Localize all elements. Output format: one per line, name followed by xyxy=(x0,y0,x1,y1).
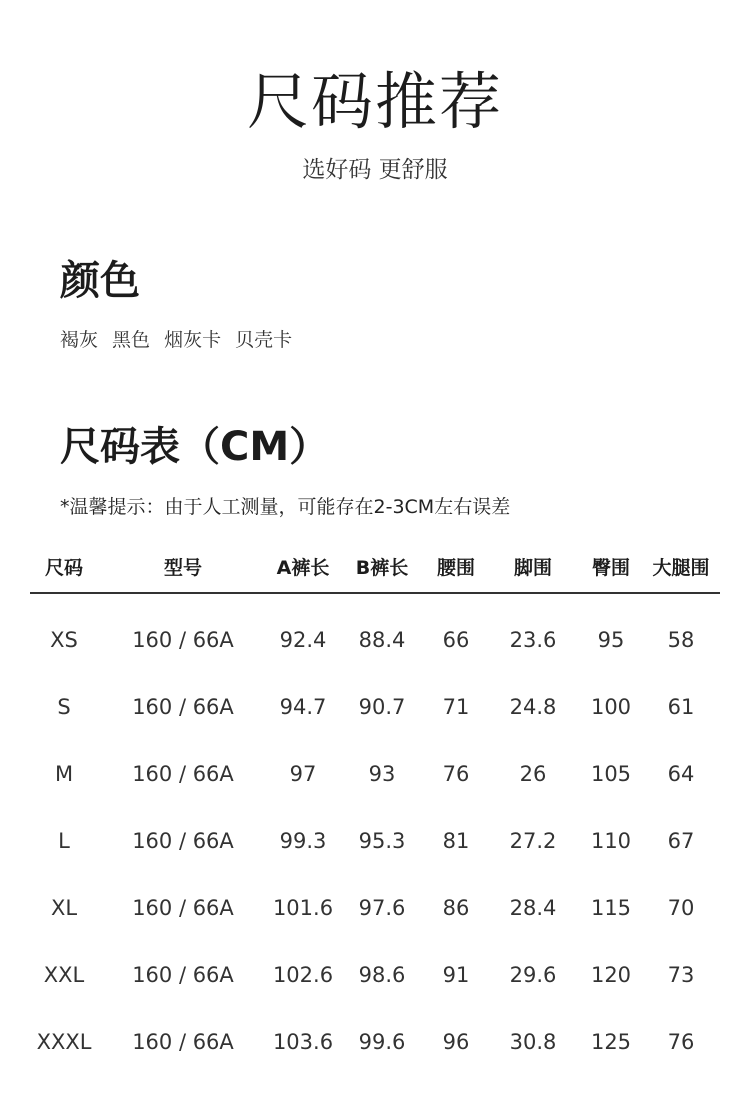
table-cell: 90.7 xyxy=(358,694,406,719)
table-cell: 115 xyxy=(590,895,632,920)
table-cell: 30.8 xyxy=(509,1029,557,1054)
table-cell: 71 xyxy=(442,694,470,719)
table-cell: S xyxy=(57,694,71,719)
table-cell: 91 xyxy=(442,962,470,987)
table-cell: 99.6 xyxy=(358,1029,406,1054)
column-header: 臀围 xyxy=(580,540,642,593)
table-cell: 27.2 xyxy=(509,828,557,853)
table-cell: 66 xyxy=(442,627,470,652)
table-cell: XXXL xyxy=(36,1029,92,1054)
table-row xyxy=(30,740,720,807)
table-cell: 23.6 xyxy=(509,627,557,652)
table-cell: 100 xyxy=(590,694,632,719)
column-header: 型号 xyxy=(98,540,268,593)
table-row xyxy=(30,941,720,1008)
table-cell: 97 xyxy=(289,761,317,786)
column-header: 脚围 xyxy=(486,540,580,593)
color-section-heading: 颜色 xyxy=(60,258,140,304)
table-cell: M xyxy=(54,761,74,786)
table-cell: 160 / 66A xyxy=(132,895,234,920)
table-cell: 26 xyxy=(519,761,547,786)
color-options-list: 褐灰 黑色 烟灰卡 贝壳卡 xyxy=(60,329,293,351)
table-header-row xyxy=(30,540,720,593)
page-subtitle: 选好码 更舒服 xyxy=(302,157,448,183)
table-cell: 95 xyxy=(597,627,625,652)
table-cell: 160 / 66A xyxy=(132,627,234,652)
table-cell: 98.6 xyxy=(358,962,406,987)
size-chart-heading: 尺码表（CM） xyxy=(60,424,330,470)
table-cell: 160 / 66A xyxy=(132,694,234,719)
table-cell: XS xyxy=(50,627,78,652)
table-cell: 95.3 xyxy=(358,828,406,853)
table-cell: 120 xyxy=(590,962,632,987)
table-cell: 70 xyxy=(667,895,695,920)
table-cell: 99.3 xyxy=(279,828,327,853)
table-cell: 101.6 xyxy=(272,895,334,920)
table-cell: 58 xyxy=(667,627,695,652)
measurement-note: *温馨提示：由于人工测量，可能存在2-3CM左右误差 xyxy=(60,496,511,518)
table-cell: 97.6 xyxy=(358,895,406,920)
table-cell: 110 xyxy=(590,828,632,853)
column-header: A裤长 xyxy=(268,540,338,593)
table-row xyxy=(30,874,720,941)
column-header: B裤长 xyxy=(338,540,426,593)
table-cell: L xyxy=(58,828,70,853)
table-cell: 88.4 xyxy=(358,627,406,652)
table-cell: 67 xyxy=(667,828,695,853)
table-cell: 61 xyxy=(667,694,695,719)
table-cell: 125 xyxy=(590,1029,632,1054)
table-row xyxy=(30,807,720,874)
table-cell: 76 xyxy=(667,1029,695,1054)
size-table xyxy=(30,540,720,1075)
table-row xyxy=(30,593,720,673)
table-cell: 160 / 66A xyxy=(132,962,234,987)
table-cell: XXL xyxy=(43,962,85,987)
table-cell: 160 / 66A xyxy=(132,828,234,853)
table-row xyxy=(30,673,720,740)
table-cell: 96 xyxy=(442,1029,470,1054)
table-cell: 105 xyxy=(590,761,632,786)
table-cell: 24.8 xyxy=(509,694,557,719)
table-cell: XL xyxy=(50,895,78,920)
table-cell: 29.6 xyxy=(509,962,557,987)
table-cell: 160 / 66A xyxy=(132,1029,234,1054)
table-cell: 160 / 66A xyxy=(132,761,234,786)
table-cell: 28.4 xyxy=(509,895,557,920)
table-cell: 81 xyxy=(442,828,470,853)
column-header: 大腿围 xyxy=(642,540,720,593)
table-cell: 94.7 xyxy=(279,694,327,719)
column-header: 尺码 xyxy=(30,540,98,593)
table-cell: 73 xyxy=(667,962,695,987)
table-cell: 92.4 xyxy=(279,627,327,652)
page-title: 尺码推荐 xyxy=(246,65,503,138)
table-cell: 76 xyxy=(442,761,470,786)
column-header: 腰围 xyxy=(426,540,486,593)
table-cell: 103.6 xyxy=(272,1029,334,1054)
table-cell: 64 xyxy=(667,761,695,786)
table-cell: 93 xyxy=(368,761,396,786)
table-cell: 86 xyxy=(442,895,470,920)
table-cell: 102.6 xyxy=(272,962,334,987)
table-row xyxy=(30,1008,720,1075)
